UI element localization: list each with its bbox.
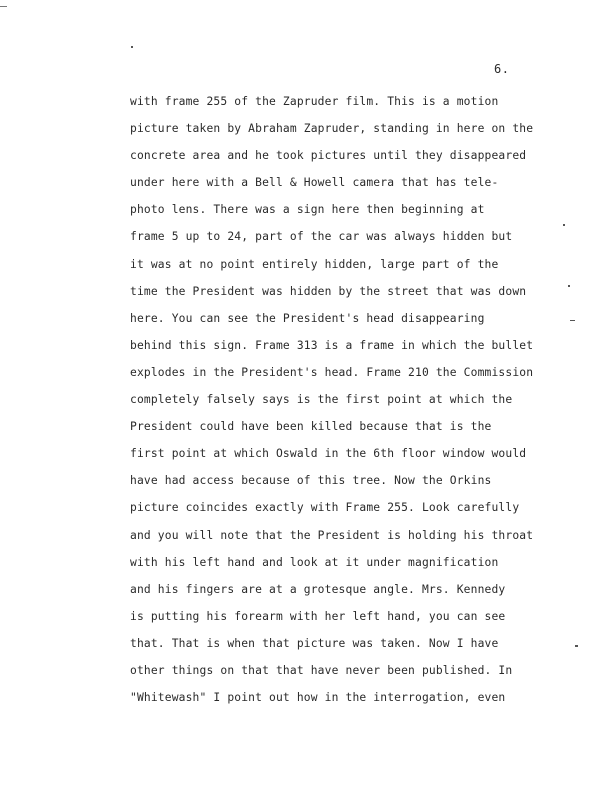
page-number: 6. xyxy=(494,62,510,76)
text-line: other things on that that have never been published. In xyxy=(130,663,513,677)
text-line: completely falsely says is the first point at which the xyxy=(130,393,513,407)
text-line: frame 5 up to 24, part of the car was always hidden but xyxy=(130,230,513,244)
text-line: concrete area and he took pictures until they disappeared xyxy=(130,149,527,163)
text-line: under here with a Bell & Howell camera that has tele- xyxy=(130,176,499,190)
scan-speck xyxy=(575,645,578,647)
text-line: here. You can see the President's head disappearing xyxy=(130,311,485,325)
scan-mark xyxy=(0,6,7,7)
text-line: picture taken by Abraham Zapruder, standing in here on the xyxy=(130,122,534,136)
text-line: is putting his forearm with her left hand, you can see xyxy=(130,609,506,623)
text-line: first point at which Oswald in the 6th floor window would xyxy=(130,447,527,461)
scan-speck xyxy=(131,46,133,48)
text-line: President could have been killed because that is the xyxy=(130,420,492,434)
text-line: and you will note that the President is holding his throat xyxy=(130,528,534,542)
text-line: it was at no point entirely hidden, large part of the xyxy=(130,257,499,271)
text-line: with frame 255 of the Zapruder film. This is a motion xyxy=(130,95,499,108)
text-line: time the President was hidden by the street that was down xyxy=(130,284,527,298)
body-text xyxy=(130,92,570,715)
text-line: photo lens. There was a sign here then beginning at xyxy=(130,203,485,217)
text-line: "Whitewash" I point out how in the interrogation, even xyxy=(130,691,506,705)
text-line: with his left hand and look at it under magnification xyxy=(130,555,499,569)
text-line: that. That is when that picture was taken. Now I have xyxy=(130,636,499,650)
text-line: picture coincides exactly with Frame 255. Look carefully xyxy=(130,501,520,515)
text-line: explodes in the President's head. Frame 210 the Commission xyxy=(130,365,534,379)
text-line: and his fingers are at a grotesque angle. Mrs. Kennedy xyxy=(130,582,506,596)
text-line: behind this sign. Frame 313 is a frame in which the bullet xyxy=(130,338,534,352)
text-line: have had access because of this tree. Now the Orkins xyxy=(130,474,492,488)
scan-speck xyxy=(570,320,575,321)
